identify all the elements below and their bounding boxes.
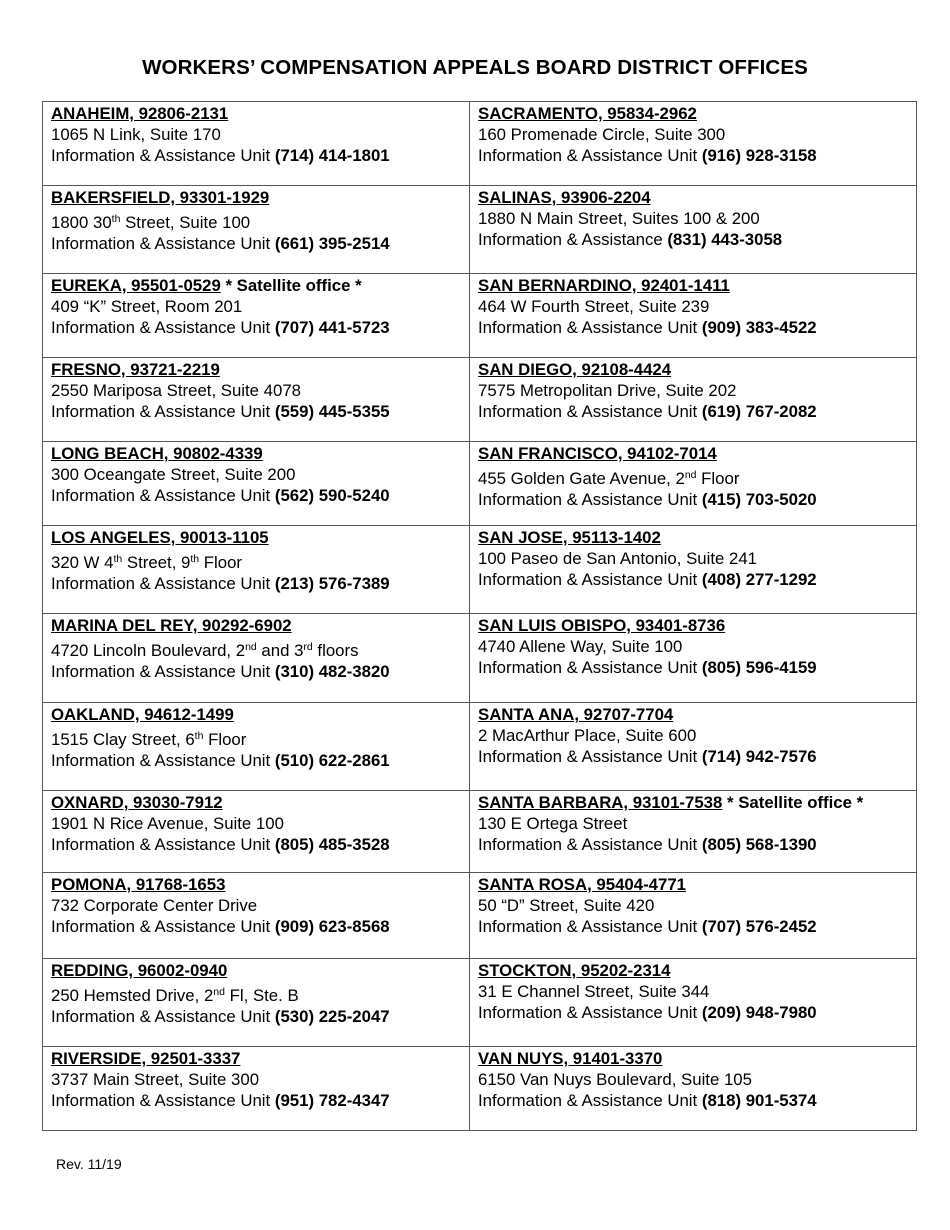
phone-number: (510) 622-2861	[274, 751, 390, 770]
phone-number: (831) 443-3058	[667, 230, 783, 249]
unit-label: Information & Assistance Unit	[51, 751, 271, 770]
unit-label: Information & Assistance Unit	[51, 146, 271, 165]
office-heading	[478, 615, 910, 636]
unit-label: Information & Assistance Unit	[478, 146, 698, 165]
phone-number: (916) 928-3158	[701, 146, 817, 165]
office-city: SAN DIEGO, 92108-4424	[478, 360, 672, 379]
phone-number: (213) 576-7389	[274, 574, 390, 593]
unit-label: Information & Assistance Unit	[51, 917, 271, 936]
office-city: VAN NUYS, 91401-3370	[478, 1049, 663, 1068]
office-address	[51, 640, 463, 661]
office-city: SAN FRANCISCO, 94102-7014	[478, 444, 717, 463]
office-contact	[478, 834, 910, 855]
office-city: SAN JOSE, 95113-1402	[478, 528, 661, 547]
office-city: SANTA ANA, 92707-7704	[478, 705, 674, 724]
office-contact	[478, 657, 910, 678]
office-city: ANAHEIM, 92806-2131	[51, 104, 229, 123]
office-heading	[51, 527, 463, 548]
office-row	[43, 614, 917, 703]
office-city: OAKLAND, 94612-1499	[51, 705, 234, 724]
ordinal-suffix: th	[190, 553, 200, 565]
office-city: SACRAMENTO, 95834-2962	[478, 104, 697, 123]
unit-label: Information & Assistance Unit	[478, 1091, 698, 1110]
office-city: FRESNO, 93721-2219	[51, 360, 220, 379]
office-address: 6150 Van Nuys Boulevard, Suite 105	[478, 1070, 752, 1089]
office-contact	[478, 317, 910, 338]
phone-number: (619) 767-2082	[701, 402, 817, 421]
district-offices-table	[42, 101, 917, 1131]
phone-number: (559) 445-5355	[274, 402, 390, 421]
unit-label: Information & Assistance Unit	[478, 1003, 698, 1022]
office-heading	[51, 704, 463, 725]
office-city: RIVERSIDE, 92501-3337	[51, 1049, 241, 1068]
office-heading	[478, 874, 910, 895]
office-heading	[478, 527, 910, 548]
address-text: and 3	[256, 641, 304, 660]
phone-number: (562) 590-5240	[274, 486, 390, 505]
ordinal-suffix: th	[194, 730, 204, 742]
office-row	[43, 274, 917, 358]
office-city: SALINAS, 93906-2204	[478, 188, 651, 207]
office-contact	[51, 1006, 463, 1027]
office-contact	[51, 401, 463, 422]
office-contact	[478, 401, 910, 422]
unit-label: Information & Assistance Unit	[478, 402, 698, 421]
phone-number: (714) 414-1801	[274, 146, 390, 165]
office-contact	[478, 916, 910, 937]
office-row	[43, 873, 917, 959]
office-city: BAKERSFIELD, 93301-1929	[51, 188, 270, 207]
office-heading	[478, 103, 910, 124]
phone-number: (415) 703-5020	[701, 490, 817, 509]
unit-label: Information & Assistance Unit	[51, 835, 271, 854]
office-heading	[478, 704, 910, 725]
office-cell	[470, 358, 917, 442]
office-cell	[470, 442, 917, 526]
satellite-office-note: * Satellite office *	[722, 793, 864, 812]
phone-number: (909) 623-8568	[274, 917, 390, 936]
office-cell	[43, 873, 470, 959]
office-city: MARINA DEL REY, 90292-6902	[51, 616, 292, 635]
office-address: 732 Corporate Center Drive	[51, 896, 258, 915]
office-heading	[51, 792, 463, 813]
phone-number: (408) 277-1292	[701, 570, 817, 589]
office-contact	[478, 569, 910, 590]
office-city: LONG BEACH, 90802-4339	[51, 444, 263, 463]
office-cell	[470, 526, 917, 614]
office-row	[43, 442, 917, 526]
address-text: Floor	[203, 730, 247, 749]
unit-label: Information & Assistance Unit	[51, 1091, 271, 1110]
office-address: 300 Oceangate Street, Suite 200	[51, 465, 296, 484]
office-row	[43, 703, 917, 791]
office-heading	[51, 359, 463, 380]
office-city: SANTA BARBARA, 93101-7538	[478, 793, 723, 812]
office-cell	[43, 1047, 470, 1131]
office-heading	[51, 443, 463, 464]
unit-label: Information & Assistance Unit	[51, 1007, 271, 1026]
office-row	[43, 959, 917, 1047]
phone-number: (209) 948-7980	[701, 1003, 817, 1022]
office-row	[43, 358, 917, 442]
office-heading	[51, 960, 463, 981]
office-heading	[478, 187, 910, 208]
office-address	[51, 729, 463, 750]
office-cell	[470, 703, 917, 791]
office-contact	[51, 750, 463, 771]
office-row	[43, 526, 917, 614]
office-cell	[470, 614, 917, 703]
ordinal-suffix: nd	[684, 469, 697, 481]
office-contact	[51, 485, 463, 506]
unit-label: Information & Assistance Unit	[51, 662, 271, 681]
unit-label: Information & Assistance	[478, 230, 663, 249]
revision-note: Rev. 11/19	[56, 1156, 122, 1172]
office-heading	[478, 960, 910, 981]
office-address	[51, 985, 463, 1006]
office-heading	[478, 443, 910, 464]
unit-label: Information & Assistance Unit	[51, 318, 271, 337]
office-contact	[51, 573, 463, 594]
phone-number: (805) 596-4159	[701, 658, 817, 677]
office-row	[43, 791, 917, 873]
address-text: Floor	[199, 553, 243, 572]
phone-number: (805) 485-3528	[274, 835, 390, 854]
unit-label: Information & Assistance Unit	[51, 486, 271, 505]
office-address	[51, 212, 463, 233]
address-text: 320 W 4	[51, 553, 114, 572]
address-text: 1800 30	[51, 213, 112, 232]
unit-label: Information & Assistance Unit	[478, 747, 698, 766]
ordinal-suffix: nd	[245, 641, 257, 653]
office-address: 50 “D” Street, Suite 420	[478, 896, 655, 915]
office-contact	[51, 1090, 463, 1111]
office-heading	[51, 1048, 463, 1069]
office-heading	[51, 615, 463, 636]
office-contact	[51, 233, 463, 254]
unit-label: Information & Assistance Unit	[478, 835, 698, 854]
unit-label: Information & Assistance Unit	[478, 658, 698, 677]
office-cell	[43, 703, 470, 791]
address-text: floors	[312, 641, 359, 660]
office-heading	[478, 792, 910, 813]
office-contact	[478, 746, 910, 767]
office-cell	[43, 614, 470, 703]
address-text: 4720 Lincoln Boulevard, 2	[51, 641, 246, 660]
unit-label: Information & Assistance Unit	[478, 570, 698, 589]
ordinal-suffix: nd	[213, 986, 225, 998]
office-contact	[478, 229, 910, 250]
unit-label: Information & Assistance Unit	[478, 490, 698, 509]
unit-label: Information & Assistance Unit	[51, 234, 271, 253]
office-heading	[478, 1048, 910, 1069]
unit-label: Information & Assistance Unit	[478, 917, 698, 936]
phone-number: (707) 576-2452	[701, 917, 817, 936]
phone-number: (310) 482-3820	[274, 662, 390, 681]
office-cell	[43, 791, 470, 873]
office-contact	[478, 489, 910, 510]
office-address	[478, 468, 910, 489]
office-cell	[470, 274, 917, 358]
address-text: Fl, Ste. B	[224, 986, 299, 1005]
office-address: 1880 N Main Street, Suites 100 & 200	[478, 209, 760, 228]
phone-number: (661) 395-2514	[274, 234, 390, 253]
office-address: 7575 Metropolitan Drive, Suite 202	[478, 381, 737, 400]
address-text: 1515 Clay Street, 6	[51, 730, 195, 749]
office-address: 31 E Channel Street, Suite 344	[478, 982, 710, 1001]
address-text: 250 Hemsted Drive, 2	[51, 986, 214, 1005]
address-text: 455 Golden Gate Avenue, 2	[478, 469, 685, 488]
office-city: REDDING, 96002-0940	[51, 961, 228, 980]
phone-number: (818) 901-5374	[701, 1091, 817, 1110]
office-cell	[470, 1047, 917, 1131]
office-contact	[51, 916, 463, 937]
office-address	[51, 552, 463, 573]
phone-number: (805) 568-1390	[701, 835, 817, 854]
office-address: 1901 N Rice Avenue, Suite 100	[51, 814, 284, 833]
office-cell	[470, 791, 917, 873]
office-heading	[51, 187, 463, 208]
office-row	[43, 1047, 917, 1131]
office-contact	[51, 145, 463, 166]
office-city: SAN BERNARDINO, 92401-1411	[478, 276, 730, 295]
office-cell	[43, 442, 470, 526]
office-heading	[51, 275, 463, 296]
office-city: SANTA ROSA, 95404-4771	[478, 875, 686, 894]
office-heading	[51, 103, 463, 124]
office-contact	[478, 1002, 910, 1023]
unit-label: Information & Assistance Unit	[51, 402, 271, 421]
office-city: OXNARD, 93030-7912	[51, 793, 223, 812]
office-cell	[470, 102, 917, 186]
office-address: 3737 Main Street, Suite 300	[51, 1070, 260, 1089]
office-address: 4740 Allene Way, Suite 100	[478, 637, 683, 656]
unit-label: Information & Assistance Unit	[51, 574, 271, 593]
office-cell	[470, 873, 917, 959]
office-cell	[43, 186, 470, 274]
office-city: LOS ANGELES, 90013-1105	[51, 528, 269, 547]
address-text: Street, 9	[122, 553, 191, 572]
office-address: 160 Promenade Circle, Suite 300	[478, 125, 726, 144]
office-cell	[43, 102, 470, 186]
office-cell	[43, 526, 470, 614]
office-city: POMONA, 91768-1653	[51, 875, 226, 894]
office-cell	[43, 274, 470, 358]
address-text: Street, Suite 100	[120, 213, 251, 232]
office-contact	[51, 834, 463, 855]
phone-number: (707) 441-5723	[274, 318, 390, 337]
office-address: 2550 Mariposa Street, Suite 4078	[51, 381, 302, 400]
office-address: 100 Paseo de San Antonio, Suite 241	[478, 549, 757, 568]
office-contact	[478, 145, 910, 166]
phone-number: (530) 225-2047	[274, 1007, 390, 1026]
office-heading	[51, 874, 463, 895]
office-cell	[43, 959, 470, 1047]
ordinal-suffix: th	[113, 553, 123, 565]
office-address: 130 E Ortega Street	[478, 814, 628, 833]
office-row	[43, 102, 917, 186]
address-text: Floor	[696, 469, 740, 488]
office-address: 1065 N Link, Suite 170	[51, 125, 221, 144]
office-heading	[478, 359, 910, 380]
unit-label: Information & Assistance Unit	[478, 318, 698, 337]
office-city: SAN LUIS OBISPO, 93401-8736	[478, 616, 726, 635]
office-contact	[478, 1090, 910, 1111]
office-address: 464 W Fourth Street, Suite 239	[478, 297, 710, 316]
page-title: WORKERS’ COMPENSATION APPEALS BOARD DISTRICT OFFICES	[142, 56, 808, 79]
office-contact	[51, 317, 463, 338]
phone-number: (951) 782-4347	[274, 1091, 390, 1110]
satellite-office-note: * Satellite office *	[220, 276, 362, 295]
office-city: EUREKA, 95501-0529	[51, 276, 221, 295]
office-cell	[43, 358, 470, 442]
office-heading	[478, 275, 910, 296]
office-row	[43, 186, 917, 274]
phone-number: (909) 383-4522	[701, 318, 817, 337]
phone-number: (714) 942-7576	[701, 747, 817, 766]
office-address: 2 MacArthur Place, Suite 600	[478, 726, 697, 745]
office-cell	[470, 959, 917, 1047]
office-cell	[470, 186, 917, 274]
office-city: STOCKTON, 95202-2314	[478, 961, 671, 980]
office-address: 409 “K” Street, Room 201	[51, 297, 243, 316]
ordinal-suffix: th	[111, 213, 121, 225]
ordinal-suffix: rd	[303, 641, 313, 653]
office-contact	[51, 661, 463, 682]
